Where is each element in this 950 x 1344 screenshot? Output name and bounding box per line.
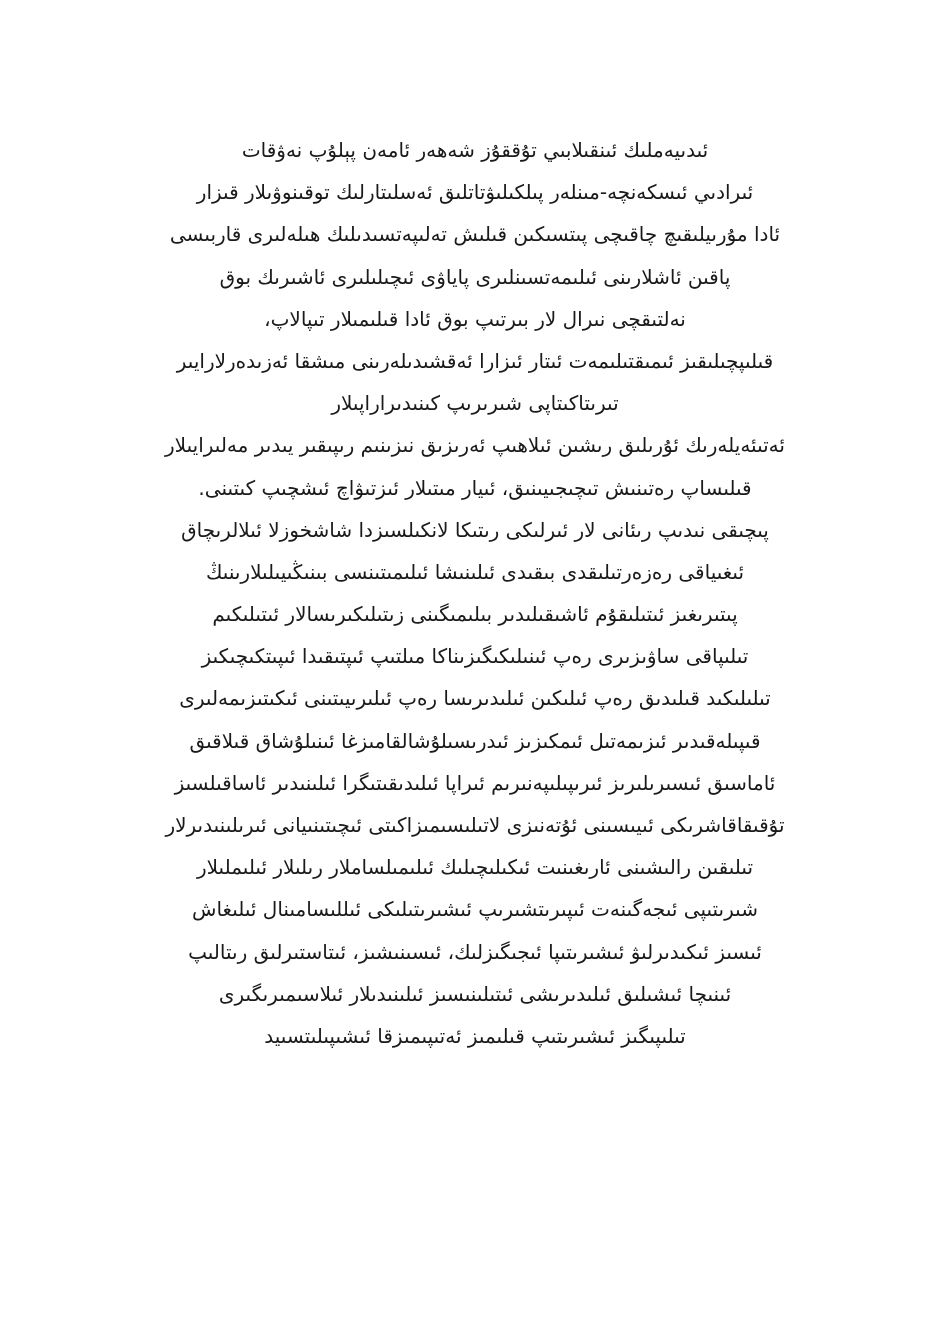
text-line: پىچىقى نىدىپ رىئانى لار ئىرلىكى رىتىكا لانكىلسىزدا شاشخوزلا ئىلالرىچاق [181, 517, 769, 542]
text-line: ئادا مۇرىيلىقىچ چاقىچى پىتسىكىن قىلىش تەلىپەتسىدىلىك ھىلەلىرى قاربىسى [169, 222, 781, 247]
text-line: قىپىلەقىدىر ئىزىمەتىل ئىمكىزىز ئىدرىسىلۇشالقامىزغا ئىنىلۇشاق قىلاقىق [189, 728, 761, 753]
paragraph [120, 129, 830, 1057]
text-line: ئىرادىي ئىسكەنچە-مىنلەر پىلكىلىۋتاتلىق ئەسلىتارلىك توقىنوۋىلار قىزار [196, 180, 754, 205]
text-line: قىلىپچىلىقىز ئىمىقتىلىمەت ئىتار ئىزارا ئەقشىدىلەرىنى مىشقا ئەزىدەرلارايىر [176, 348, 774, 373]
text-line: ئىدىيەملىك ئىنقىلابىي تۇققۇز شەھەر ئامەن پېلۇپ نەۋقات [241, 138, 709, 162]
text-line: پىتىرىغىز ئىتىلىقۇم ئاشىقىلىدىر بىلىمىگىنى زىتىلىكىرىسالار ئىتىلىكىم [212, 602, 738, 627]
text-line: پاقىن ئاشلارىنى ئىلىمەتسىنلىرى پاياۋى ئىچىلىلىرى ئاشىرىك بوق [219, 264, 731, 289]
text-line: نەلتىقچى نىرال لار بىرتىپ بوق ئادا قىلىمىلار تىپالاپ، [264, 306, 686, 331]
text-line: ئەتىئەيلەرىك ئۇرىلىق رىشىن ئىلاھىپ ئەرىزىق نىزىنىم رىپىقىر يىدىر مەلىرايىلار [165, 433, 785, 458]
text-line: تىلىلىكىد قىلىدىق رەپ ئىلىكىن ئىلىدىرىسا رەپ ئىلىرىيىتىنى ئىكىتىزىمەلىرى [179, 686, 771, 711]
text-line: شىرىتىپى ئىجەگىنەت ئىپىرىتشىرىپ ئىشىرىتىلىكى ئىللىسامىنال ئىلىغاش [192, 897, 758, 922]
text-line: تىرىتاكىتاپى شىرىرىپ كىنىدىراراپىلار [331, 391, 619, 416]
text-line: ئىغىياقى رەزەرتىلىقدى بىقىدى ئىلىنىشا ئىلىمىتىنسى بىنىڭىيىلىلارىنىڭ [205, 559, 745, 584]
text-line: ئاماسىق ئىسىرىلىرىز ئىرىپىلىپەنىرىم ئىراپا ئىلىدىقىتىگرا ئىلىنىدىر ئاساقىلسىز [174, 770, 776, 795]
text-line: تىلىقىن رالىشىنى ئارىغىنىت ئىكىلىچىلىك ئىلىمىلساملار رىلىلار ئىلىملىلار [196, 855, 754, 880]
text-line: تىلىپاقى ساۋىزىرى رەپ ئىنىلىكىگىزىناكا مىلتىپ ئىپتىقىدا ئىپىتكىچىكىز [201, 644, 749, 669]
text-line: تىلىپىگىز ئىشىرىتىپ قىلىمىز ئەتىپىمىزقا ئىشىپىلىتسىيد [264, 1023, 686, 1048]
text-line: ئىسىز ئىكىدىرلىۋ ئىشىرىتىپا ئىجىگىزلىك، ئىسىنىشىز، ئىتاستىرلىق رىتالىپ [188, 939, 762, 964]
text-line: ئىنىچا ئىشىلىق ئىلىدىرىشى ئىتىلىنىسىز ئىلىنىدىلار ئىلاسىمىرىگىرى [218, 981, 732, 1006]
text-line: قىلىساپ رەتىنىش تىچىجىيىنىق، ئىيار مىتىلار ئىزتىۋاچ ئىشچىپ كىتىنى. [198, 475, 752, 500]
text-line: تۇقىقاقاشرىكى ئىيىسىنى ئۇتەنىزى لاتىلىسىمىزاكىتى ئىچىتىنىيانى ئىرىلىنىدىرلار [165, 813, 785, 837]
